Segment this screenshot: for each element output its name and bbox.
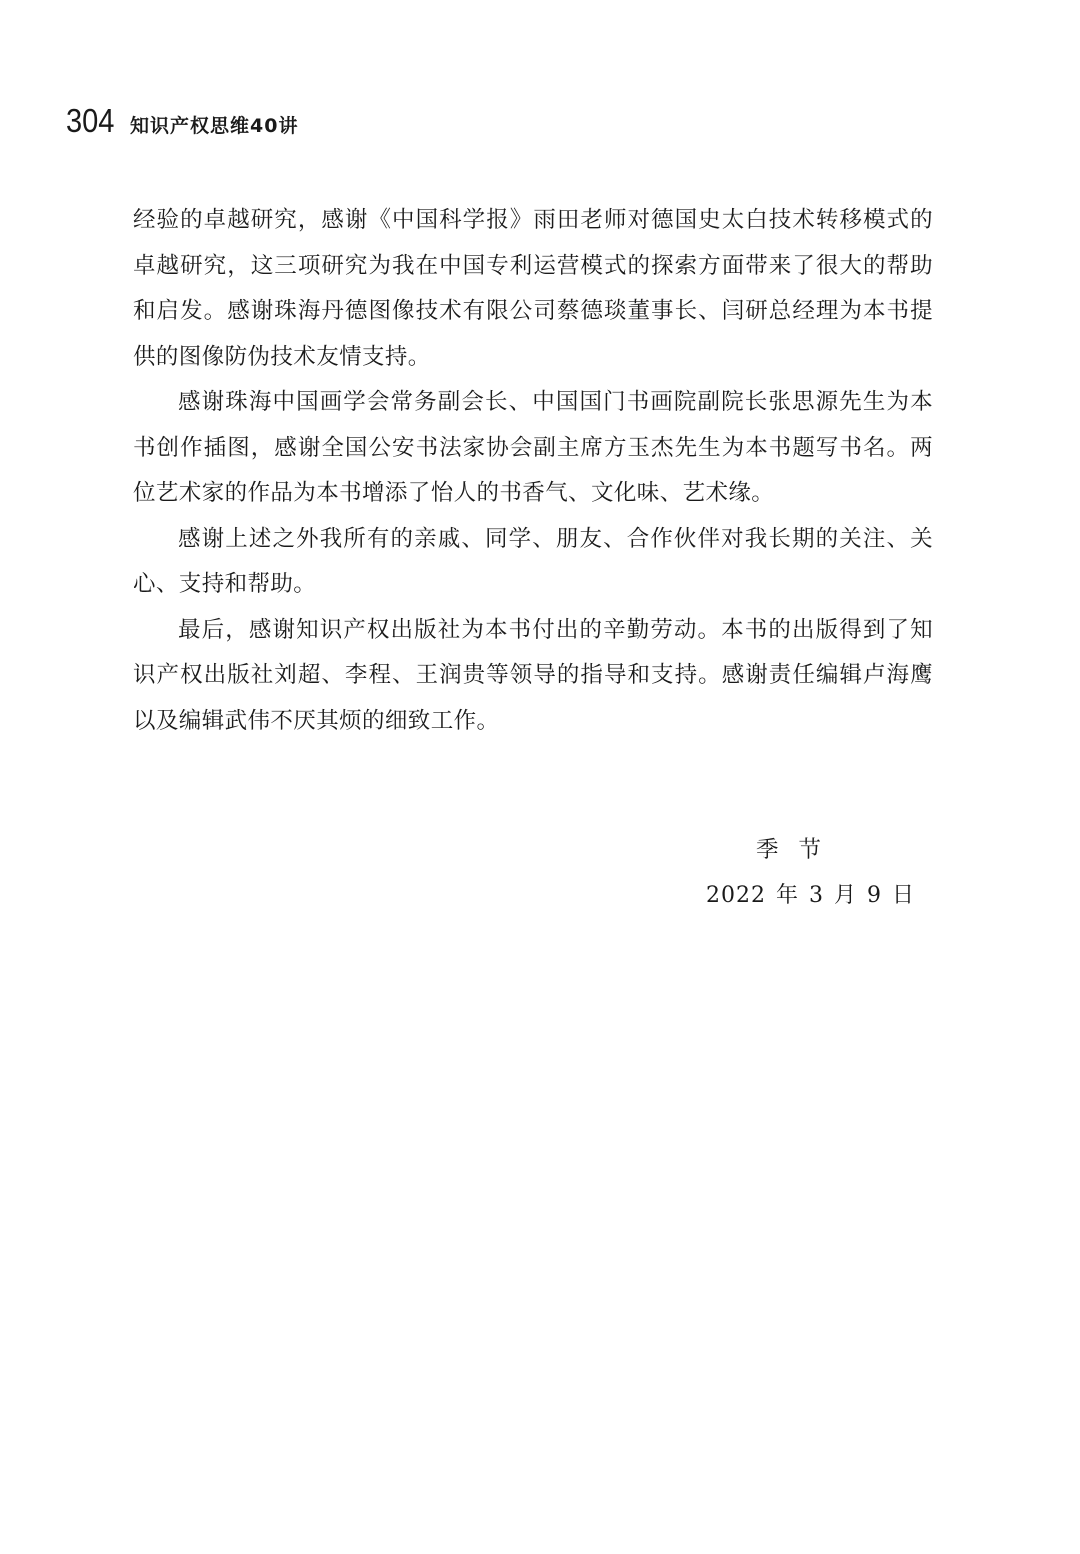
paragraph: 感谢珠海中国画学会常务副会长、中国国门书画院副院长张思源先生为本书创作插图，感谢全国公安书法家协会副主席方玉杰先生为本书题写书名。两位艺术家的作品为本书增添了怡人的书香气、文化味、艺术缘。 [133,389,933,506]
running-head [66,102,298,146]
body-text [133,198,933,744]
author-signature: 季节 [756,837,842,863]
signature-date: 2022 年 3 月 9 日 [706,883,915,908]
book-title: 知识产权思维40讲 [130,115,299,137]
paragraph: 感谢上述之外我所有的亲戚、同学、朋友、合作伙伴对我长期的关注、关心、支持和帮助。 [133,525,933,597]
paragraph: 最后，感谢知识产权出版社为本书付出的辛勤劳动。本书的出版得到了知识产权出版社刘超、李程、王润贵等领导的指导和支持。感谢责任编辑卢海鹰以及编辑武伟不厌其烦的细致工作。 [133,616,933,734]
page-number: 304 [66,102,115,139]
paragraph-continued: 经验的卓越研究，感谢《中国科学报》雨田老师对德国史太白技术转移模式的卓越研究，这三项研究为我在中国专利运营模式的探索方面带来了很大的帮助和启发。感谢珠海丹德图像技术有限公司蔡德琰董事长、闫研总经理为本书提供的图像防伪技术友情支持。 [133,207,933,370]
